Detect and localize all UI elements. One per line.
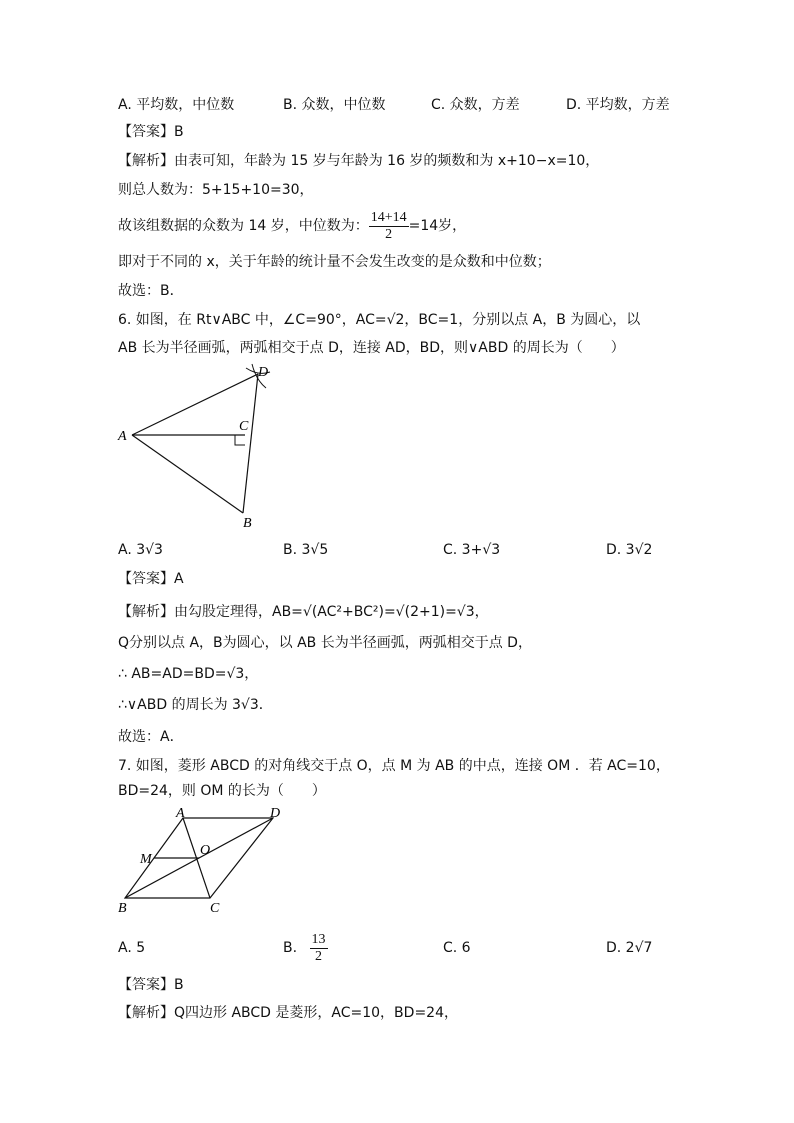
label-b: B (118, 901, 127, 916)
q5-option-d: D. 平均数，方差 (566, 97, 670, 113)
q5-option-b: B. 众数，中位数 (283, 97, 386, 113)
q6-analysis-line5: 故选：A． (118, 729, 184, 745)
q5-option-c: C. 众数，方差 (431, 97, 520, 113)
segment-ab (132, 435, 243, 513)
label-d: D (258, 365, 269, 380)
fraction-numerator: 13 (311, 931, 326, 947)
q6-option-a: A. 3√3 (118, 542, 163, 558)
option-b-fraction (310, 932, 328, 965)
q6-stem-line2: AB 长为半径画弧，两弧相交于点 D，连接 AD，BD，则∨ABD 的周长为（ ） (118, 340, 625, 356)
q7-option-a: A. 5 (118, 940, 146, 956)
q5-analysis-line3 (118, 208, 466, 244)
q5-analysis-line1 (118, 151, 599, 171)
q6-option-b: B. 3√5 (283, 542, 329, 558)
q6-triangle-figure (110, 362, 290, 532)
q5-answer: 【答案】B (118, 124, 184, 140)
fraction-denominator: 2 (385, 226, 393, 242)
fraction-numerator: 14+14 (370, 209, 407, 225)
segment-bd (243, 374, 258, 513)
q7-stem-line1: 7. 如图，菱形 ABCD 的对角线交于点 O，点 M 为 AB 的中点，连接 OM ．若 AC=10， (118, 758, 670, 774)
q7-option-b (283, 928, 328, 968)
label-c: C (239, 419, 249, 434)
q6-option-d: D. 3√2 (606, 542, 653, 558)
q7-answer: 【答案】B (118, 977, 184, 993)
fraction-denominator: 2 (315, 948, 323, 964)
q7-option-c: C. 6 (443, 940, 471, 956)
q6-analysis-line2: Q分别以点 A，B为圆心，以 AB 长为半径画弧，两弧相交于点 D， (118, 635, 532, 651)
q7-option-d: D. 2√7 (606, 940, 653, 956)
line3-text-a: 故该组数据的众数为 14 岁，中位数为： (118, 218, 369, 234)
option-b-label: B. (283, 940, 298, 956)
q5-analysis-line4: 即对于不同的 x，关于年龄的统计量不会发生改变的是众数和中位数； (118, 254, 551, 270)
label-a: A (118, 429, 127, 444)
q7-rhombus-figure (110, 806, 300, 918)
label-b: B (243, 516, 252, 531)
label-c: C (210, 901, 220, 916)
label-m: M (140, 852, 152, 867)
q5-analysis-line2: 则总人数为：5+15+10=30， (118, 182, 314, 198)
analysis-tag: 【解析】 (118, 153, 174, 169)
right-angle-mark (235, 435, 245, 445)
q6-stem-line1: 6. 如图，在 Rt∨ABC 中，∠C=90°，AC=√2，BC=1，分别以点 A，B 为圆心，以 (118, 312, 641, 328)
q7-analysis-line1: 【解析】Q四边形 ABCD 是菱形，AC=10，BD=24， (118, 1005, 458, 1021)
q6-analysis-line1: 【解析】由勾股定理得，AB=√(AC²+BC²)=√(2+1)=√3， (118, 604, 489, 620)
q7-stem-line2: BD=24，则 OM 的长为（ ） (118, 783, 326, 799)
fraction (369, 210, 409, 243)
q5-analysis-line5: 故选：B． (118, 283, 184, 299)
q6-analysis-line4: ∴∨ABD 的周长为 3√3． (118, 697, 273, 713)
label-a: A (176, 806, 185, 821)
q5-option-a: A. 平均数，中位数 (118, 97, 235, 113)
line3-text-b: =14岁， (408, 218, 467, 234)
label-o: O (200, 843, 211, 858)
q6-answer: 【答案】A (118, 571, 184, 587)
analysis-text: 由表可知，年龄为 15 岁与年龄为 16 岁的频数和为 x+10−x=10， (174, 153, 600, 169)
label-d: D (270, 806, 281, 821)
q6-option-c: C. 3+√3 (443, 542, 501, 558)
q6-analysis-line3: ∴ AB=AD=BD=√3， (118, 666, 259, 682)
